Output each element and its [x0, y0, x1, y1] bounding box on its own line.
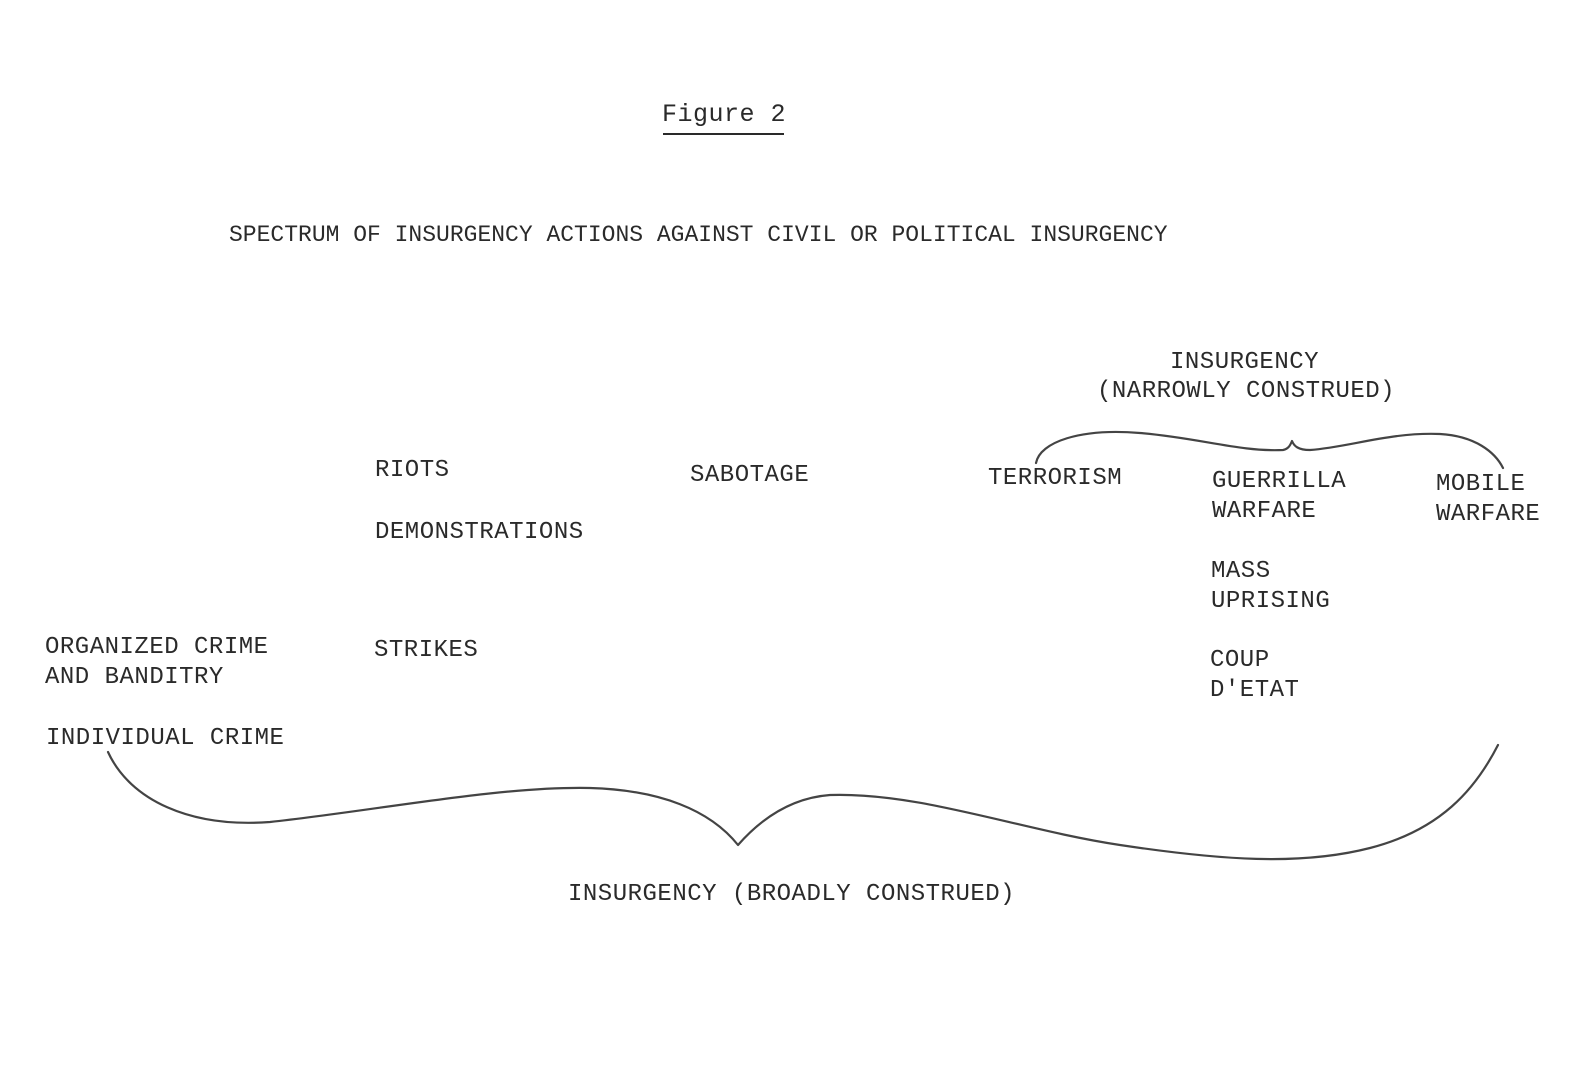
- narrow-brace: [1036, 432, 1503, 468]
- item-strikes: STRIKES: [374, 637, 479, 664]
- item-coup-detat-line2: D'ETAT: [1210, 677, 1300, 704]
- diagram-heading: SPECTRUM OF INSURGENCY ACTIONS AGAINST CIVIL OR POLITICAL INSURGENCY: [229, 222, 1168, 248]
- figure-title-underline: [663, 133, 784, 135]
- item-terrorism: TERRORISM: [988, 465, 1123, 492]
- item-guerrilla-warfare-line1: GUERRILLA: [1212, 468, 1347, 495]
- item-organized-crime-line2: AND BANDITRY: [45, 664, 224, 691]
- item-mobile-warfare-line2: WARFARE: [1436, 501, 1541, 528]
- broad-label: INSURGENCY (BROADLY CONSTRUED): [568, 881, 1016, 908]
- narrow-label-line2: (NARROWLY CONSTRUED): [1097, 378, 1396, 405]
- item-riots: RIOTS: [375, 457, 450, 484]
- figure-title: Figure 2: [662, 100, 787, 129]
- item-individual-crime: INDIVIDUAL CRIME: [46, 725, 285, 752]
- item-mass-uprising-line2: UPRISING: [1211, 588, 1331, 615]
- item-demonstrations: DEMONSTRATIONS: [375, 519, 584, 546]
- item-coup-detat-line1: COUP: [1210, 647, 1270, 674]
- item-mass-uprising-line1: MASS: [1211, 558, 1271, 585]
- broad-brace: [108, 745, 1498, 859]
- item-mobile-warfare-line1: MOBILE: [1436, 471, 1526, 498]
- item-guerrilla-warfare-line2: WARFARE: [1212, 498, 1317, 525]
- item-organized-crime-line1: ORGANIZED CRIME: [45, 634, 269, 661]
- item-sabotage: SABOTAGE: [690, 462, 810, 489]
- narrow-label-line1: INSURGENCY: [1170, 349, 1320, 376]
